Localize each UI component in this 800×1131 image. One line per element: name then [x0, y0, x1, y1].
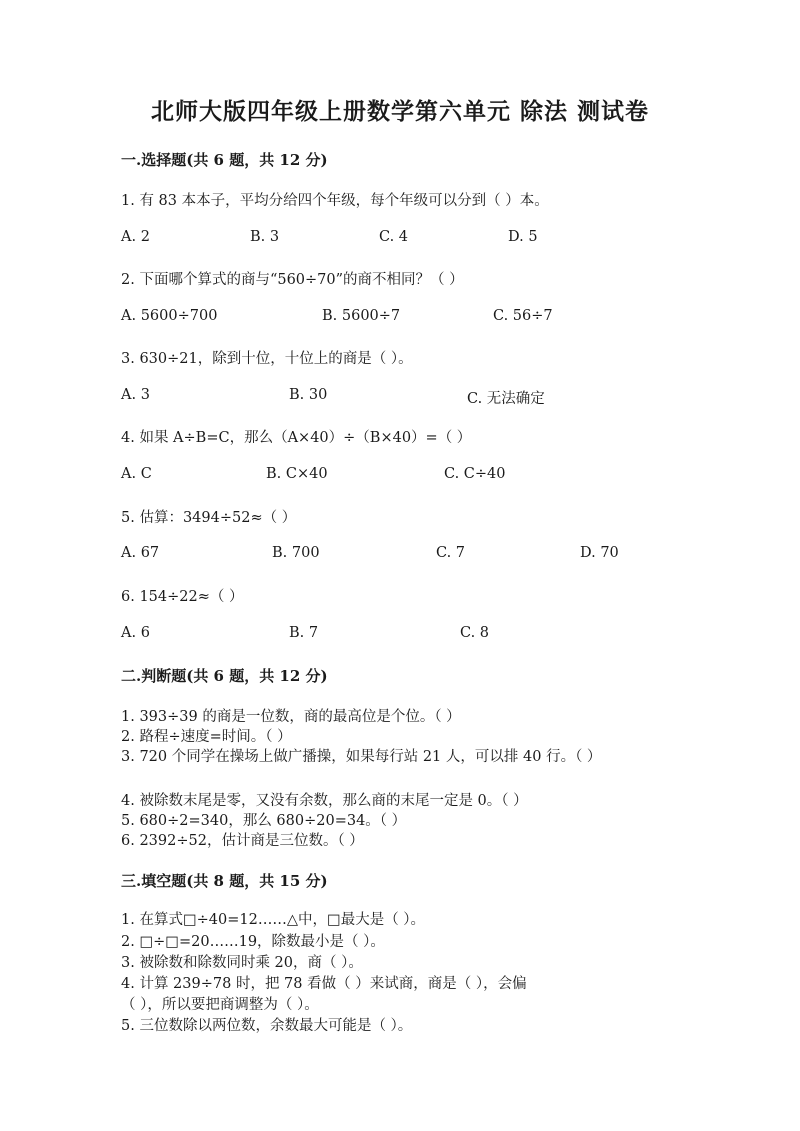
judgement-item-6: 6. 2392÷52，估计商是三位数。（ ）: [121, 833, 364, 849]
choice-5-option-b: B. 700: [272, 545, 320, 561]
choice-3-option-c: C. 无法确定: [467, 391, 545, 407]
choice-4-option-b: B. C×40: [266, 466, 328, 482]
judgement-item-2: 2. 路程÷速度=时间。（ ）: [121, 729, 292, 745]
section-heading-choice: 一.选择题(共 6 题，共 12 分): [121, 151, 328, 169]
page-title: 北师大版四年级上册数学第六单元 除法 测试卷: [150, 98, 649, 125]
fill-in-item-1: 1. 在算式□÷40=12……△中，□最大是（ ）。: [121, 912, 426, 928]
choice-6-option-b: B. 7: [289, 625, 319, 641]
judgement-item-4: 4. 被除数末尾是零，又没有余数，那么商的末尾一定是 0。（ ）: [121, 793, 528, 809]
choice-3-option-b: B. 30: [289, 387, 328, 403]
fill-in-item-4: 4. 计算 239÷78 时，把 78 看做（ ）来试商，商是（ ），会偏: [121, 976, 527, 992]
fill-in-item-5: 5. 三位数除以两位数，余数最大可能是（ ）。: [121, 1018, 413, 1034]
choice-question-3: 3. 630÷21，除到十位，十位上的商是（ ）。: [121, 351, 413, 367]
choice-4-option-a: A. C: [121, 466, 152, 482]
fill-in-item-4-continued: （ ），所以要把商调整为（ ）。: [121, 997, 319, 1013]
choice-question-1: 1. 有 83 本本子，平均分给四个年级，每个年级可以分到（ ）本。: [121, 193, 549, 209]
fill-in-item-3: 3. 被除数和除数同时乘 20，商（ ）。: [121, 955, 363, 971]
choice-5-option-d: D. 70: [580, 545, 619, 561]
choice-4-option-c: C. C÷40: [444, 466, 506, 482]
section-heading-fill-in: 三.填空题(共 8 题，共 15 分): [121, 872, 328, 890]
choice-question-4: 4. 如果 A÷B=C，那么（A×40）÷（B×40）=（ ）: [121, 430, 472, 446]
judgement-item-5: 5. 680÷2=340，那么 680÷20=34。（ ）: [121, 813, 407, 829]
choice-3-option-a: A. 3: [121, 387, 150, 403]
judgement-item-1: 1. 393÷39 的商是一位数，商的最高位是个位。（ ）: [121, 709, 461, 725]
choice-1-option-d: D. 5: [508, 229, 538, 245]
choice-5-option-c: C. 7: [436, 545, 466, 561]
choice-question-2: 2. 下面哪个算式的商与“560÷70”的商不相同？（ ）: [121, 272, 464, 288]
choice-question-5: 5. 估算：3494÷52≈（ ）: [121, 510, 297, 526]
choice-5-option-a: A. 67: [121, 545, 160, 561]
choice-2-option-a: A. 5600÷700: [121, 308, 218, 324]
section-heading-judgement: 二.判断题(共 6 题，共 12 分): [121, 667, 328, 685]
choice-question-6: 6. 154÷22≈（ ）: [121, 589, 244, 605]
choice-1-option-b: B. 3: [250, 229, 280, 245]
choice-1-option-a: A. 2: [121, 229, 150, 245]
choice-6-option-a: A. 6: [121, 625, 150, 641]
choice-2-option-c: C. 56÷7: [493, 308, 553, 324]
judgement-item-3: 3. 720 个同学在操场上做广播操，如果每行站 21 人，可以排 40 行。（ ）: [121, 749, 602, 765]
choice-6-option-c: C. 8: [460, 625, 490, 641]
choice-1-option-c: C. 4: [379, 229, 409, 245]
choice-2-option-b: B. 5600÷7: [322, 308, 401, 324]
fill-in-item-2: 2. □÷□=20……19，除数最小是（ ）。: [121, 934, 385, 950]
